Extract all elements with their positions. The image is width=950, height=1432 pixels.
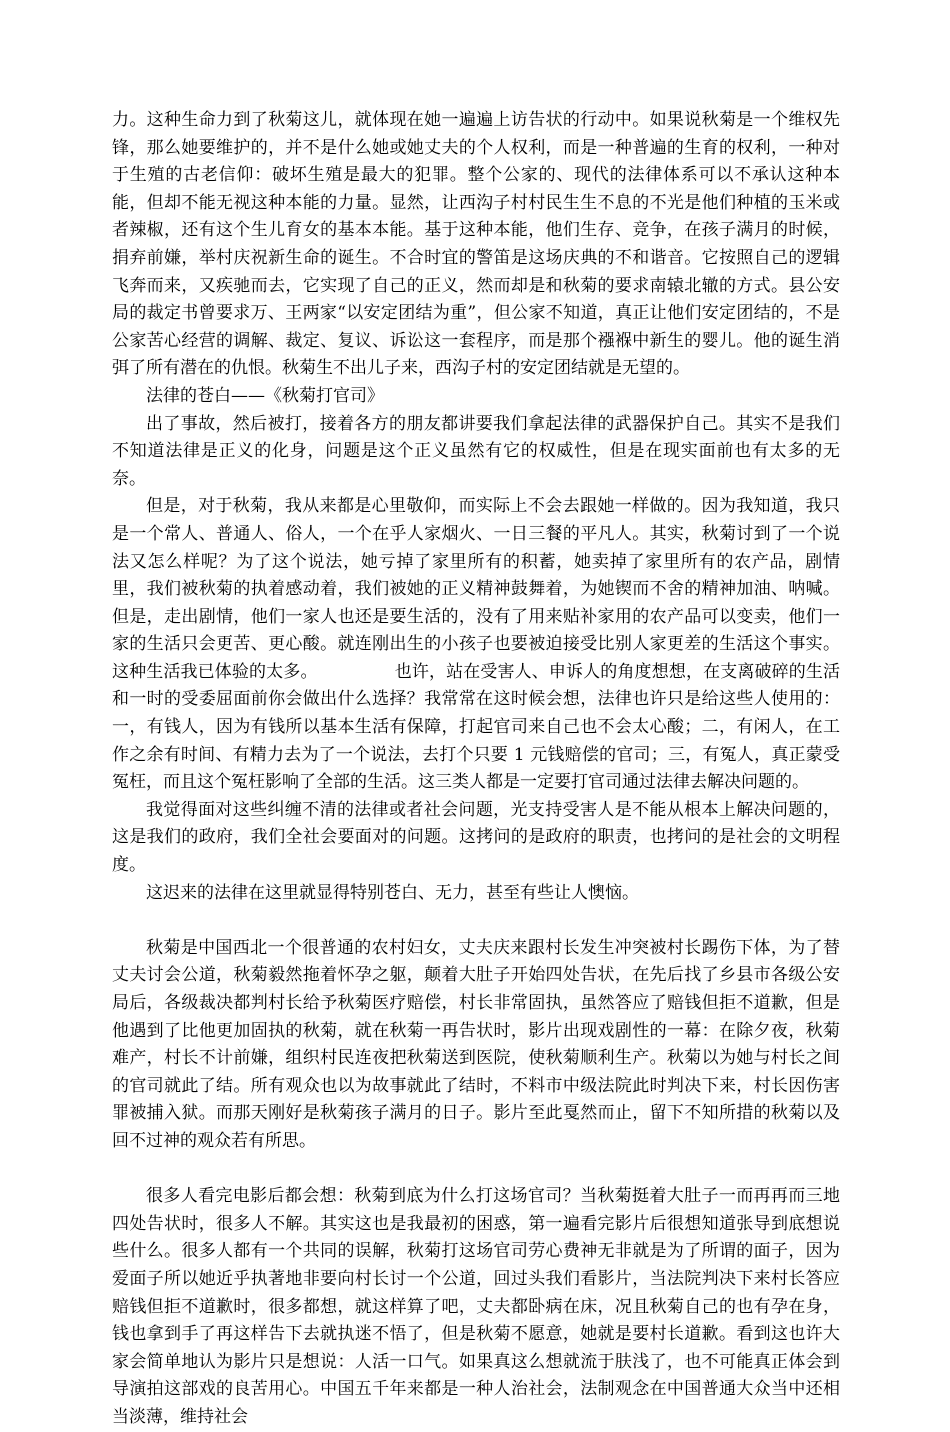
section-heading: 法律的苍白——《秋菊打官司》: [146, 385, 384, 406]
blank-line: [112, 1156, 840, 1184]
paragraph: 这迟来的法律在这里就显得特别苍白、无力，甚至有些让人懊恼。: [146, 882, 639, 903]
paragraph: 很多人看完电影后都会想：秋菊到底为什么打这场官司？当秋菊挺着大肚子一而再再而三地四处告状时，很多人不解。其实这也是我最初的困惑，第一遍看完影片后很想知道张导到底想说些什么。很多人都有一个共同的误解，秋菊打这场官司劳心费神无非就是为了所谓的面子，因为爱面子所以她近乎执著地非要向村长讨一个公道，回过头我们看影片，当法院判决下来村长答应赔钱但拒不道歉时，很多都想，就这样算了吧，丈夫都卧病在床，况且秋菊自己的也有孕在身，钱也拿到手了再这样告下去就执迷不悟了，但是秋菊不愿意，她就是要村长道歉。看到这也许大家会简单地认为影片只是想说：人活一口气。如果真这么想就流于肤浅了，也不可能真正体会到导演拍这部戏的良苦用心。中国五千年来都是一种人治社会，法制观念在中国普通大众当中还相当淡薄，维持社会: [112, 1186, 840, 1427]
paragraph: 秋菊是中国西北一个很普通的农村妇女，丈夫庆来跟村长发生冲突被村长踢伤下体，为了替丈夫讨会公道，秋菊毅然拖着怀孕之躯，颠着大肚子开始四处告状，在先后找了乡县市各级公安局后，各级裁决都判村长给予秋菊医疗赔偿，村长非常固执，虽然答应了赔钱但拒不道歉，但是他遇到了比他更加固执的秋菊，就在秋菊一再告状时，影片出现戏剧性的一幕：在除夕夜，秋菊难产，村长不计前嫌，组织村民连夜把秋菊送到医院，使秋菊顺利生产。秋菊以为她与村长之间的官司就此了结。所有观众也以为故事就此了结时，不料市中级法院此时判决下来，村长因伤害罪被捕入狱。而那天刚好是秋菊孩子满月的日子。影片至此戛然而止，留下不知所措的秋菊以及回不过神的观众若有所思。: [112, 937, 840, 1151]
blank-line: [112, 907, 840, 935]
paragraph: 出了事故，然后被打，接着各方的朋友都讲要我们拿起法律的武器保护自己。其实不是我们不知道法律是正义的化身，问题是这个正义虽然有它的权威性，但是在现实面前也有太多的无奈。: [112, 413, 840, 489]
paragraph-continuation: 力。这种生命力到了秋菊这儿，就体现在她一遍遍上访告状的行动中。如果说秋菊是一个维权先锋，那么她要维护的，并不是什么她或她丈夫的个人权利，而是一种普遍的生育的权利，一种对于生殖的古老信仰：破坏生殖是最大的犯罪。整个公家的、现代的法律体系可以不承认这种本能，但却不能无视这种本能的力量。显然，让西沟子村村民生生不息的不光是他们种植的玉米或者辣椒，还有这个生儿育女的基本本能。基于这种本能，他们生存、竞争，在孩子满月的时候，捐弃前嫌，举村庆祝新生命的诞生。不合时宜的警笛是这场庆典的不和谐音。它按照自己的逻辑飞奔而来，又疾驰而去，它实现了自己的正义，然而却是和秋菊的要求南辕北辙的方式。县公安局的裁定书曾要求万、王两家“以安定团结为重”，但公家不知道，真正让他们安定团结的，不是公家苦心经营的调解、裁定、复议、诉讼这一套程序，而是那个襁褓中新生的婴儿。他的诞生消弭了所有潜在的仇恨。秋菊生不出儿子来，西沟子村的安定团结就是无望的。: [112, 110, 840, 379]
paragraph: 我觉得面对这些纠缠不清的法律或者社会问题，光支持受害人是不能从根本上解决问题的，这是我们的政府，我们全社会要面对的问题。这拷问的是政府的职责，也拷问的是社会的文明程度。: [112, 799, 840, 876]
paragraph: 但是，对于秋菊，我从来都是心里敬仰，而实际上不会去跟她一样做的。因为我知道，我只是一个常人、普通人、俗人，一个在乎人家烟火、一日三餐的平凡人。其实，秋菊讨到了一个说法又怎么样呢？为了这个说法，她亏掉了家里所有的积蓄，她卖掉了家里所有的农产品，剧情里，我们被秋菊的执着感动着，我们被她的正义精神鼓舞着，为她锲而不舍的精神加油、呐喊。但是，走出剧情，他们一家人也还是要生活的，没有了用来贴补家用的农产品可以变卖，他们一家的生活只会更苦、更心酸。就连刚出生的小孩子也要被迫接受比别人家更差的生活这个事实。这种生活我已体验的太多。 也许，站在受害人、申诉人的角度想想，在支离破碎的生活和一时的受委屈面前你会做出什么选择？我常常在这时候会想，法律也许只是给这些人使用的：一，有钱人，因为有钱所以基本生活有保障，打起官司来自己也不会太心酸；二，有闲人，在工作之余有时间、有精力去为了一个说法，去打个只要 1 元钱赔偿的官司；三，有冤人，真正蒙受冤枉，而且这个冤枉影响了全部的生活。这三类人都是一定要打官司通过法律去解决问题的。: [112, 496, 840, 793]
document-page: [112, 107, 840, 1432]
